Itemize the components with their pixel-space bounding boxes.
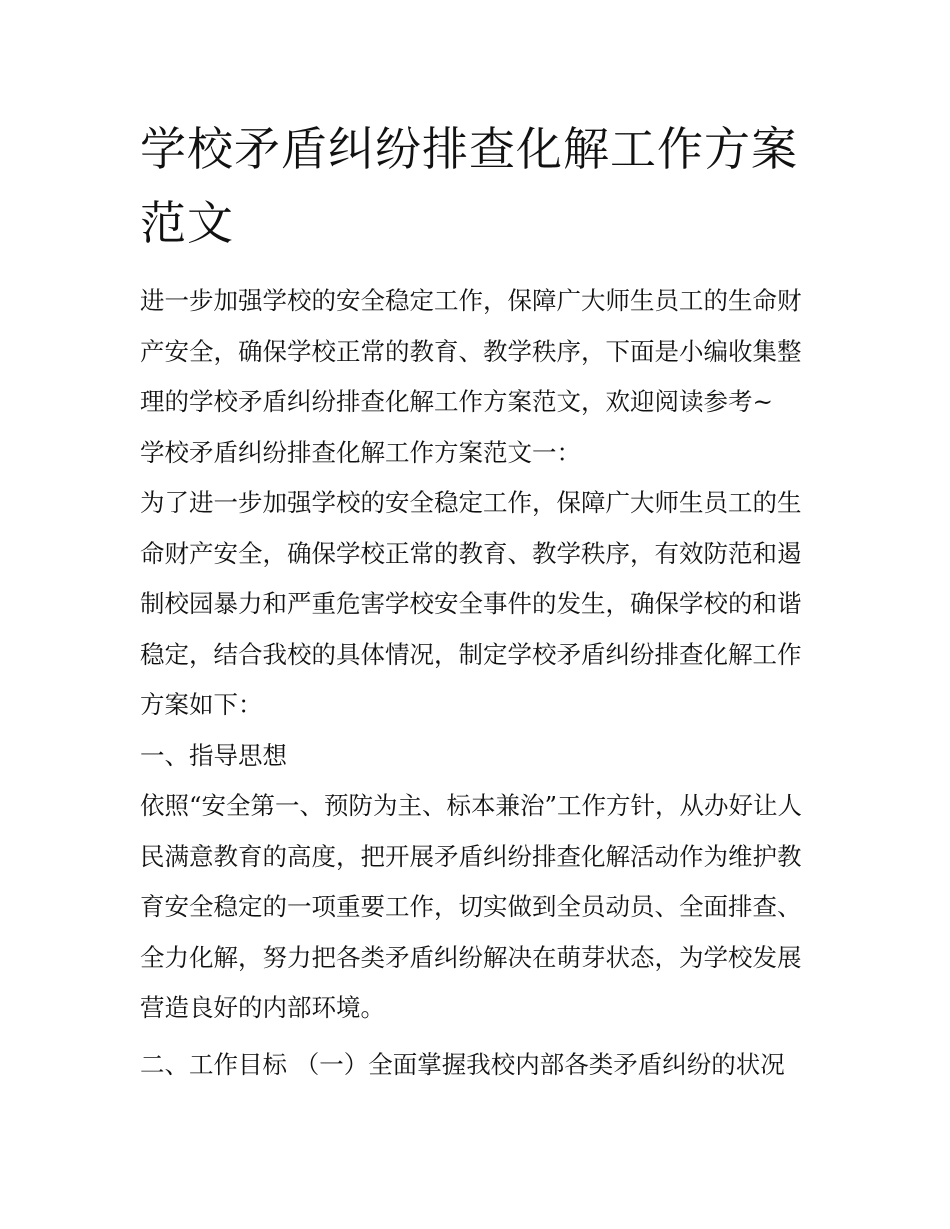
section-heading-work-goals: 二、工作目标 （一）全面掌握我校内部各类矛盾纠纷的状况 xyxy=(140,1049,785,1079)
document-body xyxy=(140,276,816,1090)
section-heading-sample-one: 学校矛盾纠纷排查化解工作方案范文一： xyxy=(140,437,581,467)
section-heading-guiding-ideology: 一、指导思想 xyxy=(140,740,287,770)
purpose-paragraph: 为了进一步加强学校的安全稳定工作，保障广大师生员工的生命财产安全，确保学校正常的教育、教学秩序，有效防范和遏制校园暴力和严重危害学校安全事件的发生，确保学校的和谐稳定，结合我校的具体情况，制定学校矛盾纠纷排查化解工作方案如下： xyxy=(140,488,802,719)
intro-paragraph: 进一步加强学校的安全稳定工作，保障广大师生员工的生命财产安全，确保学校正常的教育、教学秩序，下面是小编收集整理的学校矛盾纠纷排查化解工作方案范文，欢迎阅读参考~ xyxy=(140,286,802,416)
document-title: 学校矛盾纠纷排查化解工作方案范文 xyxy=(140,122,798,250)
guiding-ideology-paragraph: 依照“安全第一、预防为主、标本兼治”工作方针，从办好让人民满意教育的高度，把开展矛盾纠纷排查化解活动作为维护教育安全稳定的一项重要工作，切实做到全员动员、全面排查、全力化解，努力把各类矛盾纠纷解决在萌芽状态，为学校发展营造良好的内部环境。 xyxy=(140,791,803,1022)
